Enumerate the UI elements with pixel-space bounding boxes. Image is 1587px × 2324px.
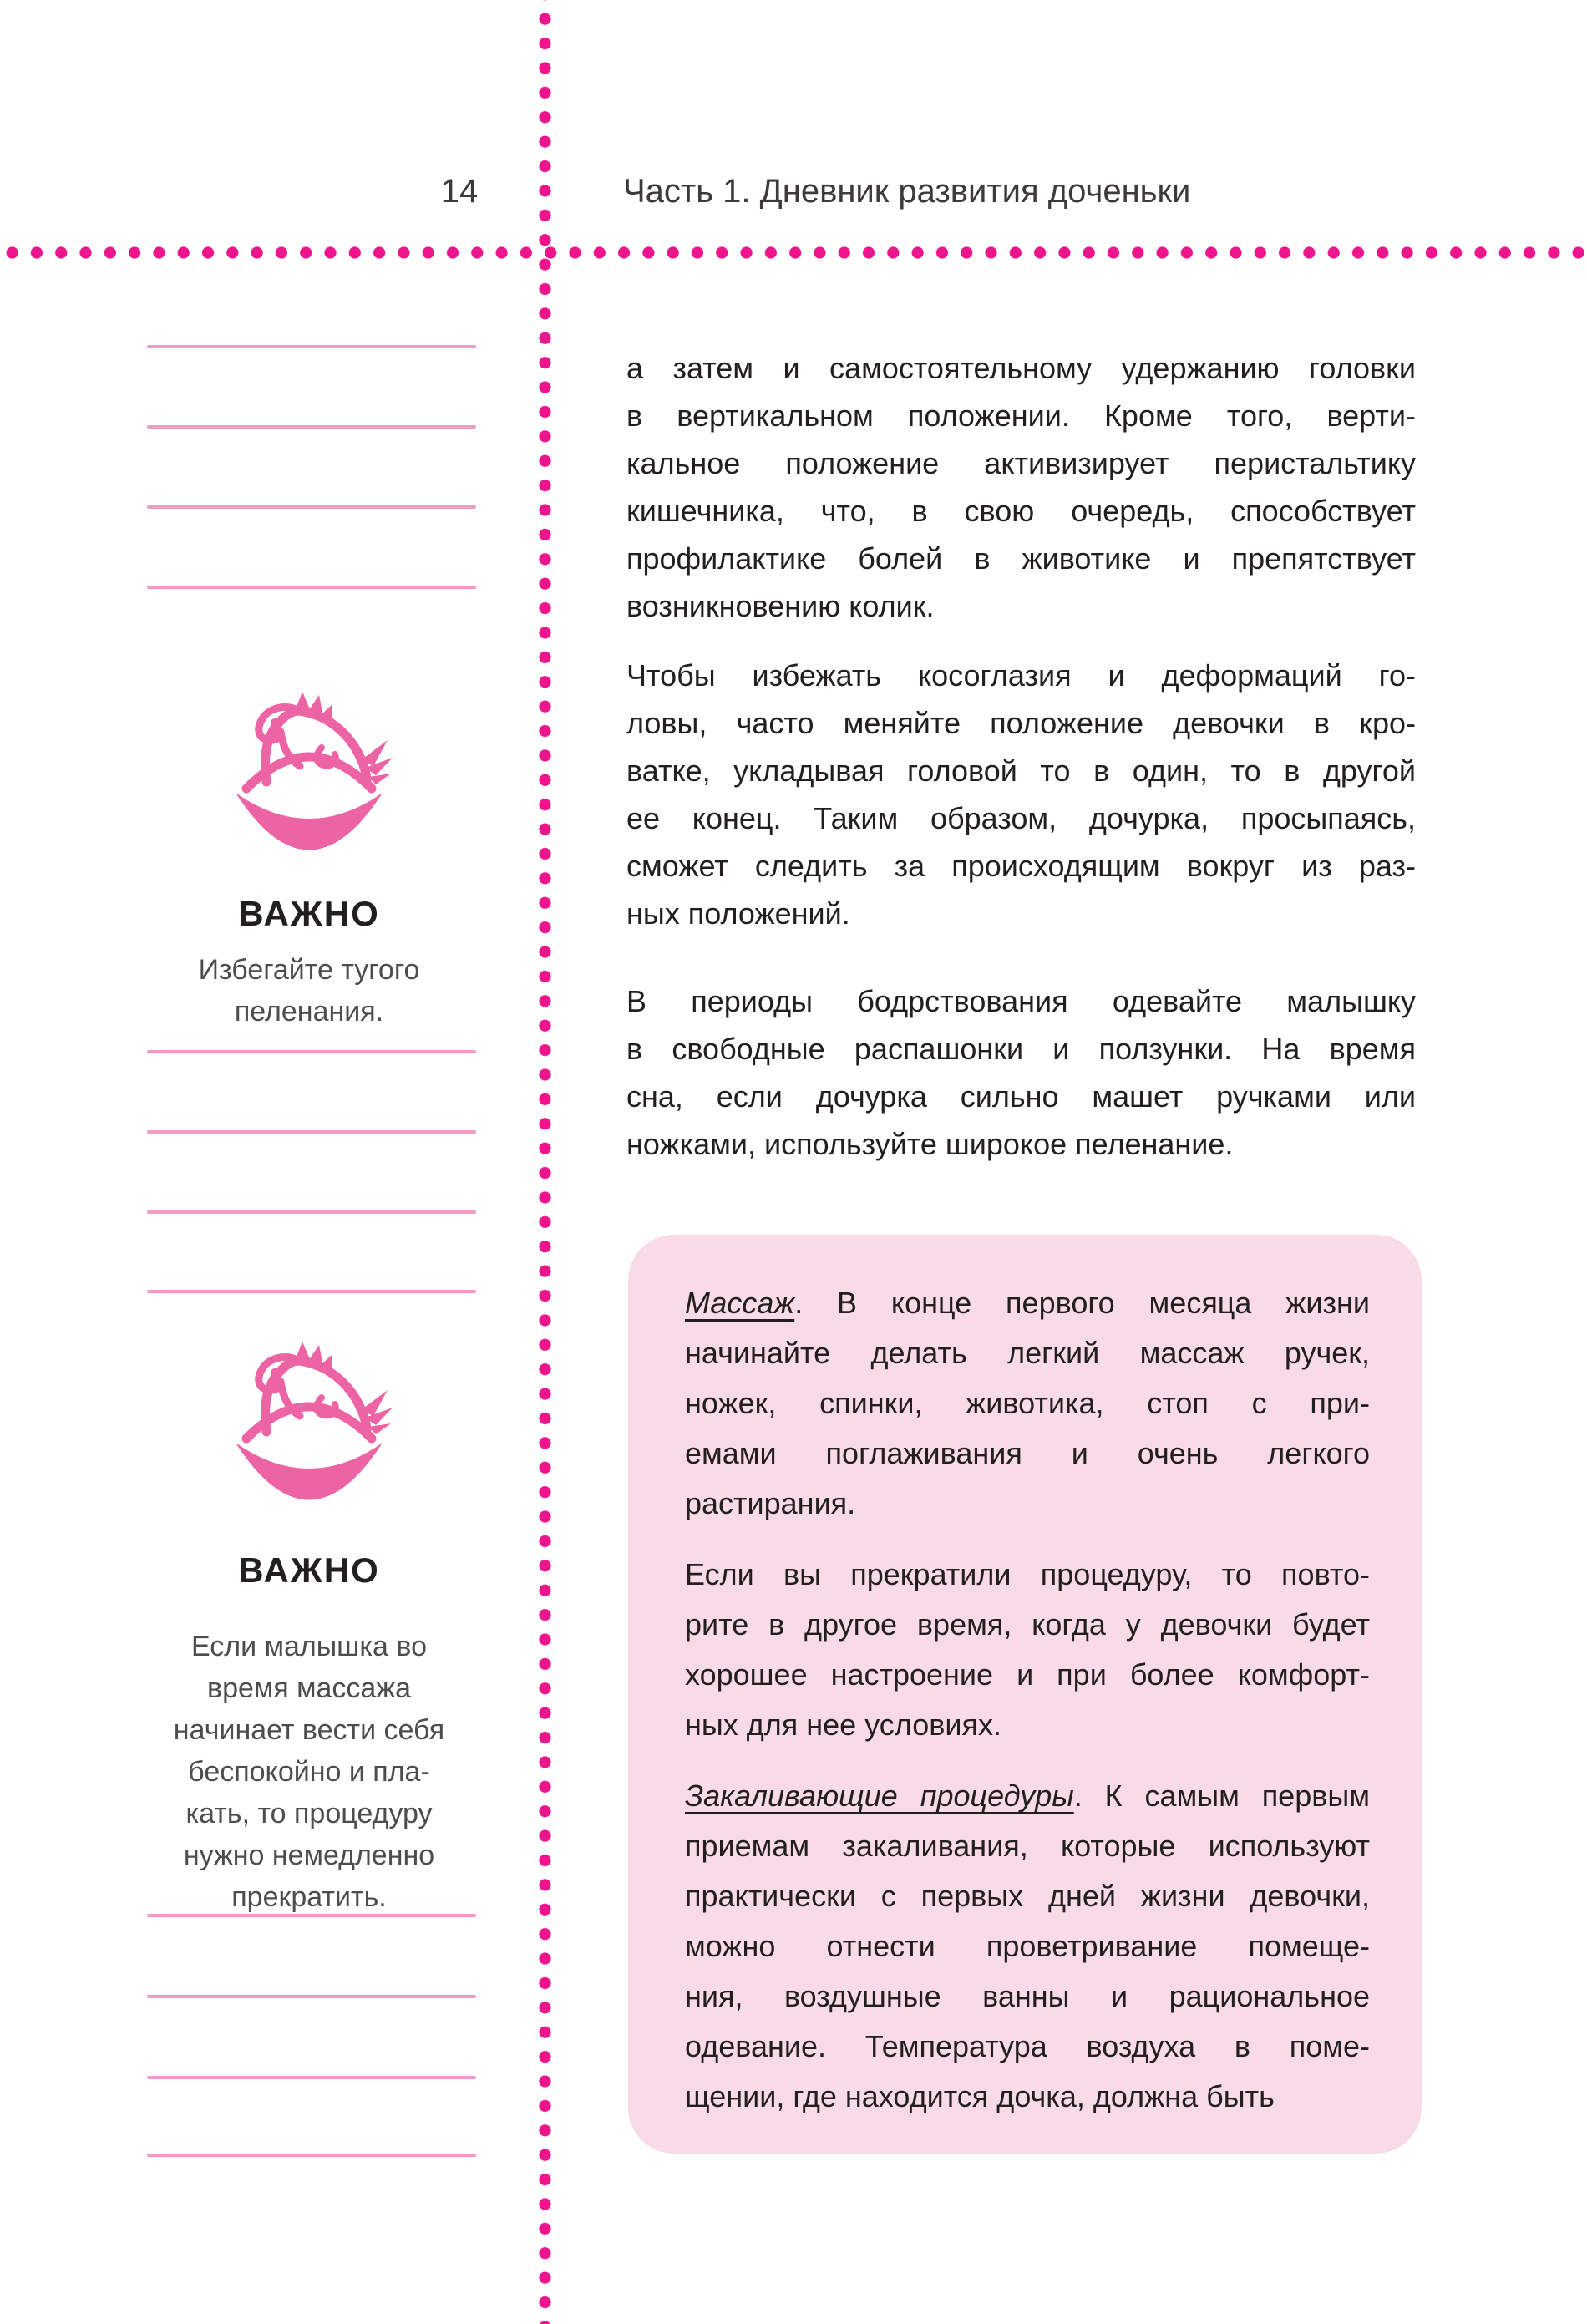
body-paragraph [626, 977, 1416, 1168]
note-line [147, 1290, 476, 1293]
callout-text: . К самым первым [1073, 1779, 1370, 1813]
callout-text-line: можно отнести проветривание помеще- [685, 1929, 1370, 1963]
rocking-horse-icon [219, 1333, 399, 1505]
callout-paragraph [685, 1278, 1370, 1529]
note-line [147, 1130, 476, 1134]
body-text-line: ловы, часто меняйте положение девочки в кро- [626, 706, 1416, 740]
note-line [147, 586, 476, 589]
body-text-line: кальное положение активизирует перистальтику [626, 446, 1416, 480]
callout-text-line: практически с первых дней жизни девочки, [685, 1879, 1370, 1913]
important-note-line: пеленания. [234, 996, 384, 1028]
note-line [147, 1914, 476, 1917]
body-text-line: а затем и самостоятельному удержанию головки [626, 351, 1416, 385]
horizontal-dotted-rule [0, 246, 1587, 259]
chapter-header: Часть 1. Дневник развития доченьки [623, 173, 1191, 210]
important-note-line: прекратить. [231, 1881, 387, 1913]
callout-text-line: хорошее настроение и при более комфорт- [685, 1657, 1370, 1692]
callout-text-line: одевание. Температура воздуха в поме- [685, 2029, 1370, 2063]
important-note [117, 949, 501, 1033]
note-line [147, 345, 476, 348]
callout-text-line: растирания. [685, 1486, 856, 1520]
note-line [147, 2076, 476, 2079]
body-text-line: в вертикальном положении. Кроме того, верти- [626, 398, 1416, 433]
callout-text-line: рите в другое время, когда у девочки будет [685, 1607, 1370, 1642]
body-text-line: ножками, используйте широкое пеленание. [626, 1127, 1234, 1161]
important-note-line: кать, то процедуру [185, 1798, 433, 1829]
callout-text-line: ножек, спинки, животика, стоп с при- [685, 1386, 1370, 1420]
body-text-line: ее конец. Таким образом, дочурка, просыпаясь, [626, 801, 1416, 835]
important-note-line: беспокойно и пла- [188, 1756, 430, 1788]
body-text-line: возникновению колик. [626, 589, 935, 623]
important-note-line: Избегайте тугого [198, 954, 420, 986]
body-text-line: Чтобы избежать косоглазия и деформаций го- [626, 658, 1416, 693]
callout-text-line: ных для нее условиях. [685, 1707, 1001, 1742]
body-text-line: кишечника, что, в свою очередь, способствует [626, 494, 1416, 528]
callout-lead-word: Закаливающие процедуры [685, 1779, 1074, 1813]
vertical-dotted-rule [539, 0, 551, 2324]
note-line [147, 425, 476, 429]
body-text-line: профилактике болей в животике и препятствует [626, 541, 1416, 576]
important-note [117, 1626, 501, 1918]
note-line [147, 2154, 476, 2157]
note-line [147, 1050, 476, 1053]
body-paragraph [626, 652, 1416, 937]
callout-paragraph [685, 1771, 1370, 2122]
callout-text-line: емами поглаживания и очень легкого [685, 1436, 1370, 1470]
callout-text-line: ния, воздушные ванны и рациональное [685, 1979, 1370, 2013]
body-text-line: в свободные распашонки и ползунки. На время [626, 1032, 1416, 1066]
body-text-line: сможет следить за происходящим вокруг из раз- [626, 849, 1416, 883]
callout-lead-word: Массаж [685, 1286, 795, 1320]
body-text-line: сна, если дочурка сильно машет ручками или [626, 1079, 1416, 1114]
rocking-horse-icon [219, 683, 399, 855]
callout-text-line: приемам закаливания, которые используют [685, 1829, 1370, 1863]
callout-text-line [685, 1278, 1370, 1328]
callout-paragraph [685, 1550, 1370, 1750]
callout-box [628, 1235, 1422, 2154]
callout-text-line: Если вы прекратили процедуру, то повто- [685, 1557, 1370, 1591]
callout-text-line: щении, где находится дочка, должна быть [685, 2079, 1275, 2113]
body-paragraph [626, 344, 1416, 630]
callout-text: . В конце первого месяца жизни [794, 1286, 1370, 1320]
important-label: ВАЖНО [238, 1550, 380, 1590]
page-number: 14 [440, 173, 479, 210]
important-note-line: время массажа [207, 1672, 411, 1704]
important-note-line: нужно немедленно [183, 1839, 435, 1871]
body-text-line: ных положений. [626, 896, 850, 931]
callout-text-line [685, 1771, 1370, 1821]
important-label: ВАЖНО [238, 894, 380, 933]
important-note-line: начинает вести себя [173, 1714, 445, 1746]
note-line [147, 505, 476, 509]
body-text-line: ватке, укладывая головой то в один, то в другой [626, 754, 1416, 788]
callout-text-line: начинайте делать легкий массаж ручек, [685, 1336, 1370, 1370]
important-note-line: Если малышка во [191, 1631, 427, 1662]
note-line [147, 1995, 476, 1998]
body-text-line: В периоды бодрствования одевайте малышку [626, 984, 1416, 1018]
note-line [147, 1210, 476, 1214]
